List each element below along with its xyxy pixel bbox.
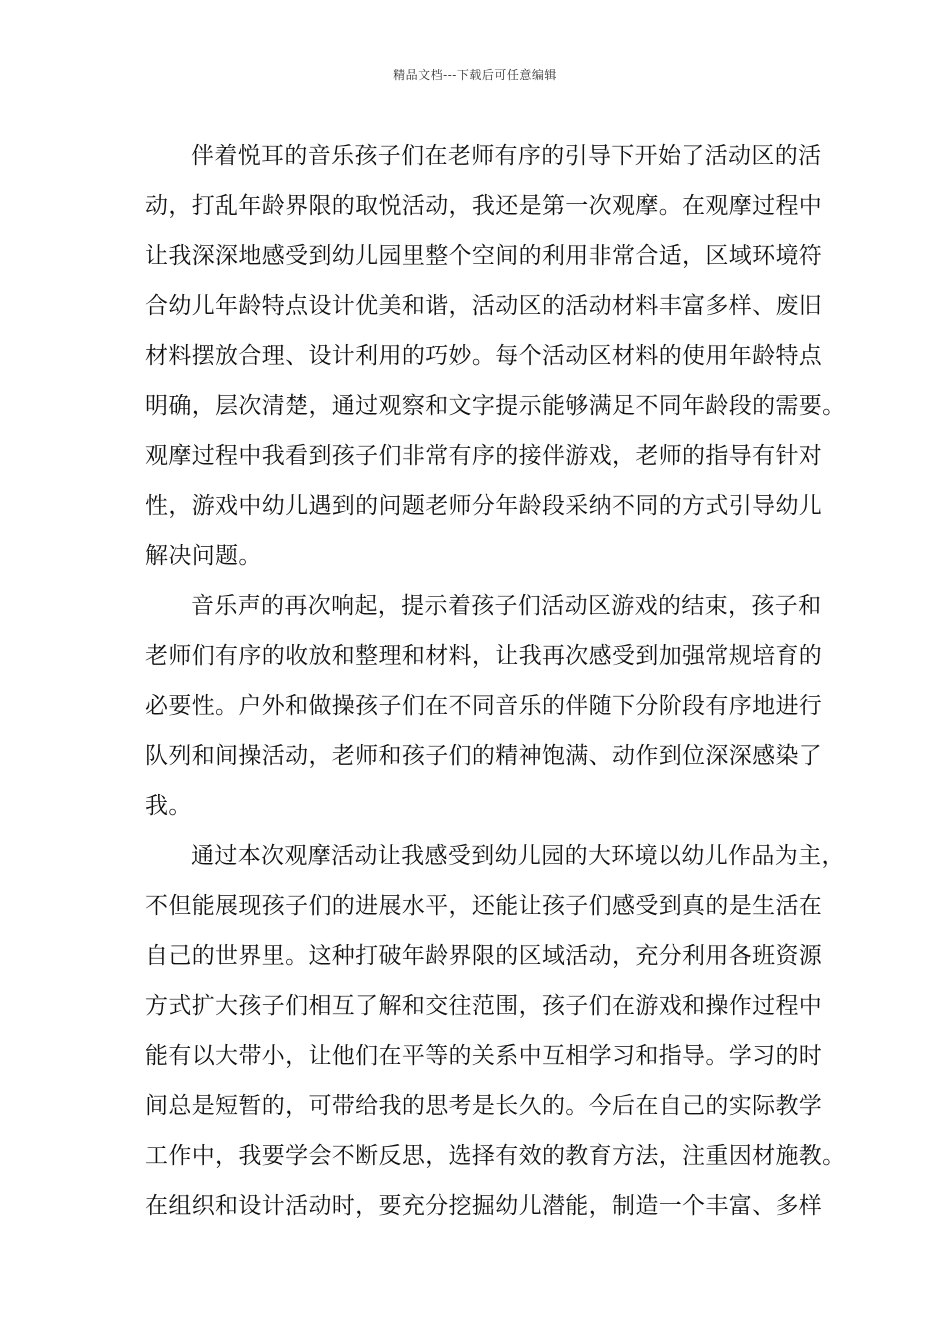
text-line: 性，游戏中幼儿遇到的问题老师分年龄段采纳不同的方式引导幼儿 [145,493,823,519]
text-line: 能有以大带小，让他们在平等的关系中互相学习和指导。学习的时 [145,1043,823,1069]
text-line: 自己的世界里。这种打破年龄界限的区域活动，充分利用各班资源 [145,943,823,969]
text-line: 音乐声的再次响起，提示着孩子们活动区游戏的结束，孩子和 [191,593,822,619]
text-line: 动，打乱年龄界限的取悦活动，我还是第一次观摩。在观摩过程中 [145,193,823,219]
text-line: 队列和间操活动，老师和孩子们的精神饱满、动作到位深深感染了 [145,743,823,769]
text-line: 必要性。户外和做操孩子们在不同音乐的伴随下分阶段有序地进行 [145,693,823,719]
text-line: 方式扩大孩子们相互了解和交往范围，孩子们在游戏和操作过程中 [145,993,823,1019]
text-line: 让我深深地感受到幼儿园里整个空间的利用非常合适，区域环境符 [145,243,823,269]
text-line: 间总是短暂的，可带给我的思考是长久的。今后在自己的实际教学 [145,1093,823,1119]
text-line: 解决问题。 [145,543,262,569]
text-line: 材料摆放合理、设计利用的巧妙。每个活动区材料的使用年龄特点 [145,343,823,369]
text-line: 老师们有序的收放和整理和材料，让我再次感受到加强常规培育的 [145,643,823,669]
text-line: 明确，层次清楚，通过观察和文字提示能够满足不同年龄段的需要。 [145,393,846,419]
text-line: 不但能展现孩子们的进展水平，还能让孩子们感受到真的是生活在 [145,893,823,919]
text-line: 在组织和设计活动时，要充分挖掘幼儿潜能，制造一个丰富、多样 [145,1193,823,1219]
text-line: 通过本次观摩活动让我感受到幼儿园的大环境以幼儿作品为主， [191,843,845,869]
text-line: 我。 [145,793,192,819]
text-line: 伴着悦耳的音乐孩子们在老师有序的引导下开始了活动区的活 [191,143,822,169]
text-line: 观摩过程中我看到孩子们非常有序的接伴游戏，老师的指导有针对 [145,443,823,469]
page-header: 精品文档---下载后可任意编辑 [393,68,557,82]
text-line: 合幼儿年龄特点设计优美和谐，活动区的活动材料丰富多样、废旧 [145,293,823,319]
text-line: 工作中，我要学会不断反思，选择有效的教育方法，注重因材施教。 [145,1143,846,1169]
